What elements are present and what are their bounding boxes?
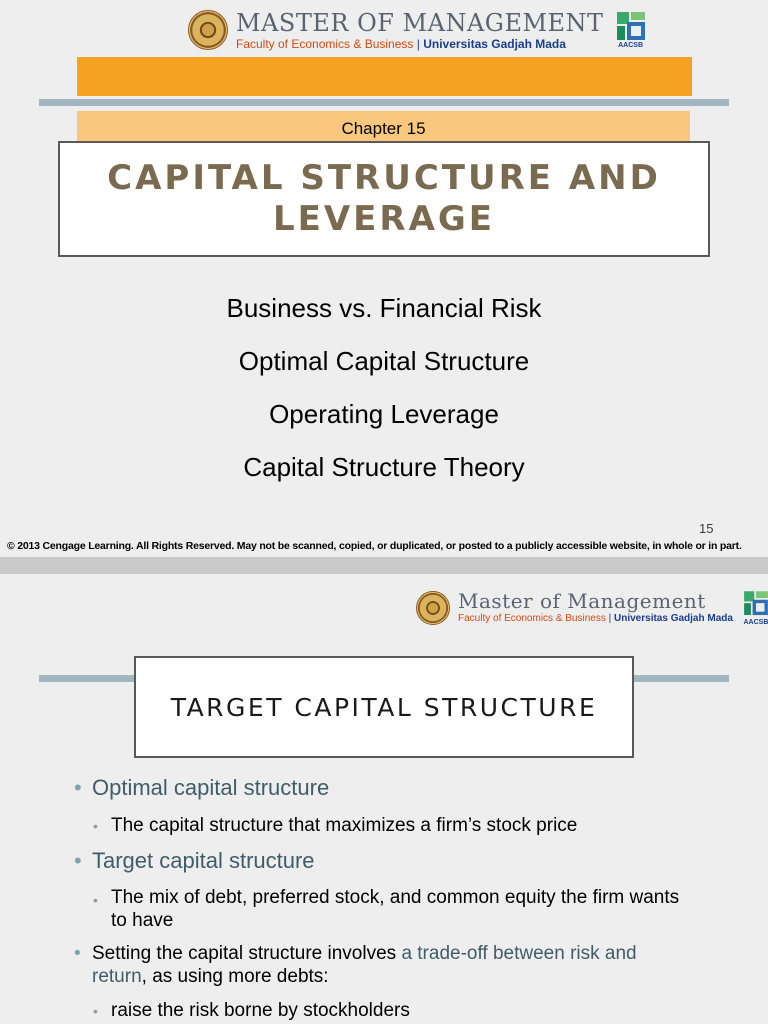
brand-separator: |: [416, 36, 420, 51]
slide1-title: [107, 158, 661, 240]
slide-separator: [0, 557, 768, 574]
bullet-item: • Optimal capital structure: [74, 775, 330, 800]
sub-bullet-item: • The capital structure that maximizes a firm’s stock price: [93, 815, 578, 836]
slide1-title-line2: LEVERAGE: [272, 199, 496, 239]
sub-bullet-item: • raise the risk borne by stockholders: [93, 1000, 410, 1021]
sub-bullet-item: • The mix of debt, preferred stock, and common equity the firm wants to have: [93, 887, 680, 931]
title-rule-left: [39, 675, 135, 682]
aacsb-label: AACSB: [618, 41, 643, 49]
bullet-item: • Target capital structure: [74, 848, 315, 873]
university-name: Universitas Gadjah Mada: [423, 36, 566, 51]
slide1-title-box: [58, 141, 710, 257]
slide-2: [0, 574, 768, 1024]
faculty-name: Faculty of Economics & Business: [236, 36, 414, 51]
slide1-title-line1: CAPITAL STRUCTURE AND: [107, 158, 661, 198]
slide2-title: TARGET CAPITAL STRUCTURE: [170, 692, 598, 722]
bullet-dot-icon: •: [93, 892, 98, 908]
bullet-dot-icon: •: [74, 848, 82, 873]
bullet-dot-icon: •: [93, 1003, 98, 1019]
brand-header: [416, 589, 768, 626]
aacsb-logo-icon: [616, 12, 646, 49]
topic-item: Operating Leverage: [269, 399, 499, 429]
bullet-dot-icon: •: [74, 943, 81, 964]
copyright-notice: © 2013 Cengage Learning. All Rights Reserved. May not be scanned, copied, or duplicated, or posted to a publicly accessible website, in whole or in part.: [7, 540, 742, 552]
brand-title: MASTER OF MANAGEMENT: [236, 8, 604, 37]
header-rule: [39, 99, 729, 106]
bullet-dot-icon: •: [74, 775, 82, 800]
ugm-seal-icon: [416, 591, 450, 625]
brand-header: [188, 10, 646, 50]
brand-text: [236, 8, 604, 51]
title-rule-right: [633, 675, 729, 682]
aacsb-logo-icon: [741, 589, 768, 626]
brand-separator: |: [608, 613, 612, 624]
header-orange-bar: [77, 57, 692, 96]
brand-subtitle: [236, 38, 604, 50]
brand-title: Master of Management: [458, 589, 706, 613]
bullet-item: • Setting the capital structure involves a trade-off between risk and return, as using more debts:: [74, 943, 637, 987]
slide-number: 15: [699, 521, 714, 536]
bullet-dot-icon: •: [93, 818, 98, 834]
slide2-title-box: [134, 656, 634, 758]
topic-item: Business vs. Financial Risk: [226, 293, 542, 323]
ugm-seal-icon: [188, 10, 228, 50]
aacsb-label: AACSB: [743, 619, 768, 626]
brand-subtitle: [458, 614, 733, 624]
topic-item: Capital Structure Theory: [243, 452, 525, 482]
brand-text: [458, 591, 733, 624]
faculty-name: Faculty of Economics & Business: [458, 613, 606, 624]
topic-item: Optimal Capital Structure: [238, 346, 530, 376]
chapter-label: Chapter 15: [77, 111, 690, 147]
university-name: Universitas Gadjah Mada: [614, 613, 733, 624]
